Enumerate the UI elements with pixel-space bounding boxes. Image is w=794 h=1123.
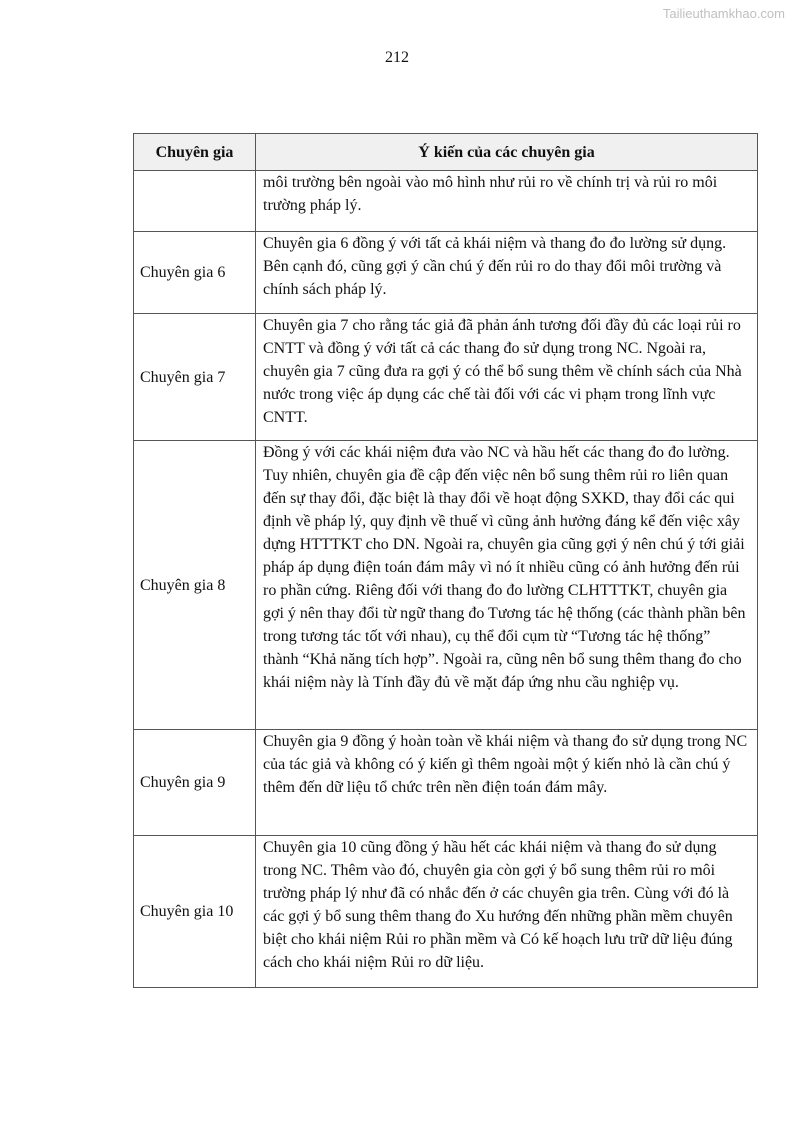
watermark: Tailieuthamkhao.com [662, 6, 785, 21]
opinion-cell: Chuyên gia 10 cũng đồng ý hầu hết các khái niệm và thang đo sử dụng trong NC. Thêm vào đó, chuyên gia còn gợi ý bổ sung thêm rủi ro môi trường pháp lý như đã có nhắc đến ở các chuyên gia trên. Cùng với đó là các gợi ý bổ sung thêm thang đo Xu hướng đến những phần mềm chuyên biệt cho khái niệm Rủi ro phần mềm và Có kế hoạch lưu trữ dữ liệu đúng cách cho khái niệm Rủi ro dữ liệu. [256, 836, 758, 988]
opinion-cell: Đồng ý với các khái niệm đưa vào NC và hầu hết các thang đo đo lường. Tuy nhiên, chuyên gia đề cập đến việc nên bổ sung thêm rủi ro liên quan đến sự thay đổi, đặc biệt là thay đổi về hoạt động SXKD, thay đổi các qui định về pháp lý, quy định về thuế vì cũng ảnh hưởng đáng kể đến việc xây dựng HTTTKT cho DN. Ngoài ra, chuyên gia cũng gợi ý nên chú ý tới giải pháp áp dụng điện toán đám mây vì nó ít nhiều cũng có ảnh hưởng đến rủi ro phần cứng. Riêng đối với thang đo đo lường CLHTTTKT, chuyên gia gợi ý nên thay đổi từ ngữ thang đo Tương tác hệ thống (các thành phần bên trong tương tác tốt với nhau), cụ thể đổi cụm từ “Tương tác hệ thống” thành “Khả năng tích hợp”. Ngoài ra, cũng nên bổ sung thêm thang đo cho khái niệm này là Tính đầy đủ về mặt đáp ứng nhu cầu nghiệp vụ. [256, 441, 758, 730]
opinion-cell: Chuyên gia 6 đồng ý với tất cả khái niệm và thang đo đo lường sử dụng. Bên cạnh đó, cũng gợi ý cần chú ý đến rủi ro do thay đổi môi trường và chính sách pháp lý. [256, 232, 758, 314]
page-number: 212 [385, 49, 409, 66]
opinion-cell: Chuyên gia 9 đồng ý hoàn toàn về khái niệm và thang đo sử dụng trong NC của tác giả và không có ý kiến gì thêm ngoài một ý kiến nhỏ là cần chú ý thêm đến dữ liệu tổ chức trên nền điện toán đám mây. [256, 730, 758, 836]
opinion-cell: môi trường bên ngoài vào mô hình như rủi ro về chính trị và rủi ro môi trường pháp lý. [256, 171, 758, 232]
table-row [134, 730, 758, 836]
expert-cell: Chuyên gia 7 [134, 314, 256, 441]
expert-cell: Chuyên gia 10 [134, 836, 256, 988]
table-row [134, 171, 758, 232]
header-opinion: Ý kiến của các chuyên gia [256, 134, 758, 171]
table-header-row [134, 134, 758, 171]
expert-cell: Chuyên gia 9 [134, 730, 256, 836]
table-row [134, 232, 758, 314]
expert-cell [134, 171, 256, 232]
expert-opinions-table [133, 133, 758, 988]
table-row [134, 441, 758, 730]
table-row [134, 836, 758, 988]
table-row [134, 314, 758, 441]
expert-cell: Chuyên gia 6 [134, 232, 256, 314]
opinion-cell: Chuyên gia 7 cho rằng tác giả đã phản ánh tương đối đầy đủ các loại rủi ro CNTT và đồng ý với tất cả các thang đo sử dụng trong NC. Ngoài ra, chuyên gia 7 cũng đưa ra gợi ý có thể bổ sung thêm về chính sách của Nhà nước trong việc áp dụng các chế tài đối với các vi phạm trong lĩnh vực CNTT. [256, 314, 758, 441]
expert-cell: Chuyên gia 8 [134, 441, 256, 730]
header-expert: Chuyên gia [134, 134, 256, 171]
